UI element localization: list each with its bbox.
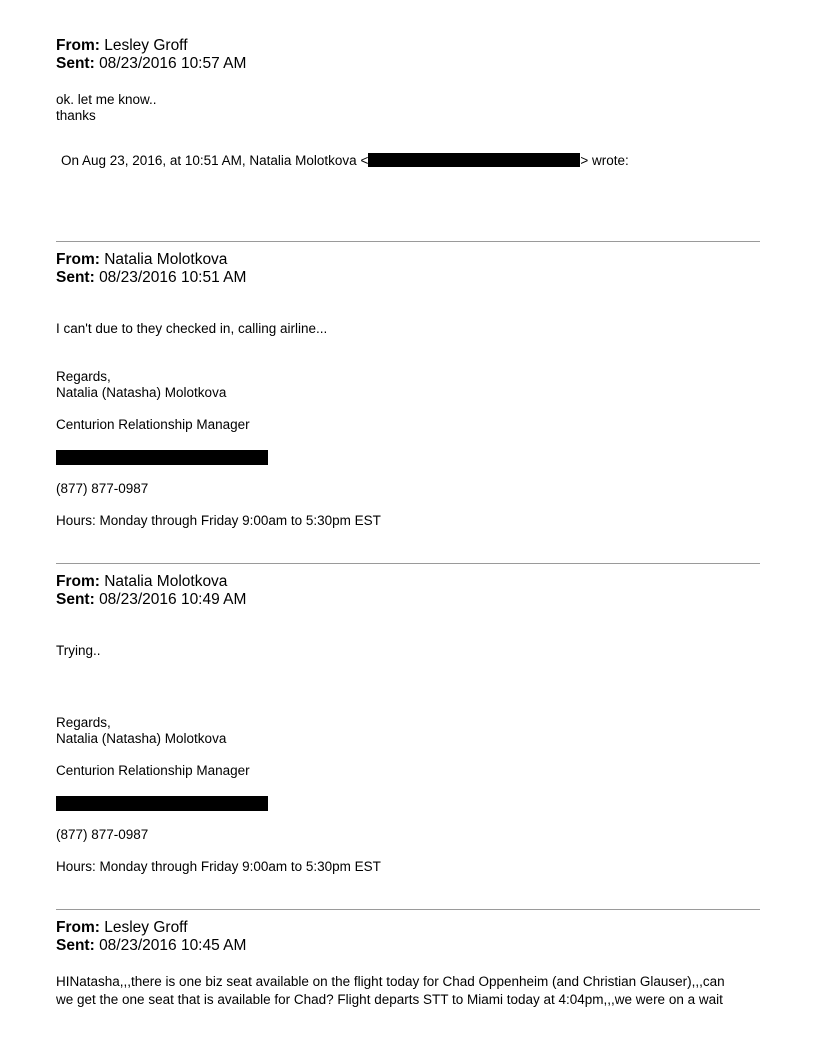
signature-name: Natalia (Natasha) Molotkova — [56, 731, 227, 746]
message-1-body-line1: ok. let me know.. — [56, 92, 157, 107]
signature-hours: Hours: Monday through Friday 9:00am to 5:30pm EST — [56, 859, 381, 874]
message-2-body: I can't due to they checked in, calling airline... — [56, 321, 328, 336]
from-label: From: — [56, 573, 100, 590]
signature-title: Centurion Relationship Manager — [56, 417, 250, 432]
quote-header — [61, 153, 629, 169]
message-1-body-line2: thanks — [56, 108, 96, 123]
signature-hours: Hours: Monday through Friday 9:00am to 5:30pm EST — [56, 513, 381, 528]
from-value: Lesley Groff — [104, 919, 188, 936]
from-value: Lesley Groff — [104, 37, 188, 54]
redacted-block — [56, 796, 268, 811]
message-1-from — [56, 37, 188, 55]
from-label: From: — [56, 251, 100, 268]
message-4-sent — [56, 937, 246, 955]
message-2-from — [56, 251, 227, 269]
signature-phone: (877) 877-0987 — [56, 481, 149, 496]
signature-phone: (877) 877-0987 — [56, 827, 149, 842]
divider — [56, 563, 760, 564]
sent-value: 08/23/2016 10:45 AM — [99, 937, 247, 954]
message-1-sent — [56, 55, 246, 73]
message-4-body-line2: we get the one seat that is available for Chad? Flight departs STT to Miami today at 4:04pm,,,we were on a wait — [56, 992, 723, 1007]
signature-regards: Regards, — [56, 369, 111, 384]
message-3-body: Trying.. — [56, 643, 101, 658]
signature-title: Centurion Relationship Manager — [56, 763, 250, 778]
message-2-sent — [56, 269, 246, 287]
sent-label: Sent: — [56, 937, 95, 954]
message-4-body-line1: HINatasha,,,there is one biz seat available on the flight today for Chad Oppenheim (and Christian Glauser),,,can — [56, 974, 725, 989]
divider — [56, 241, 760, 242]
sent-value: 08/23/2016 10:57 AM — [99, 55, 247, 72]
sent-value: 08/23/2016 10:51 AM — [99, 269, 247, 286]
from-label: From: — [56, 37, 100, 54]
message-4-from — [56, 919, 188, 937]
message-3-from — [56, 573, 227, 591]
sent-label: Sent: — [56, 55, 95, 72]
message-3-sent — [56, 591, 246, 609]
sent-label: Sent: — [56, 269, 95, 286]
quote-prefix: On Aug 23, 2016, at 10:51 AM, Natalia Molotkova < — [61, 153, 369, 168]
from-value: Natalia Molotkova — [104, 251, 228, 268]
sent-label: Sent: — [56, 591, 95, 608]
from-label: From: — [56, 919, 100, 936]
from-value: Natalia Molotkova — [104, 573, 228, 590]
signature-regards: Regards, — [56, 715, 111, 730]
divider — [56, 909, 760, 910]
quote-suffix: > wrote: — [580, 153, 629, 168]
sent-value: 08/23/2016 10:49 AM — [99, 591, 247, 608]
redacted-email — [368, 153, 580, 167]
signature-name: Natalia (Natasha) Molotkova — [56, 385, 227, 400]
redacted-block — [56, 450, 268, 465]
